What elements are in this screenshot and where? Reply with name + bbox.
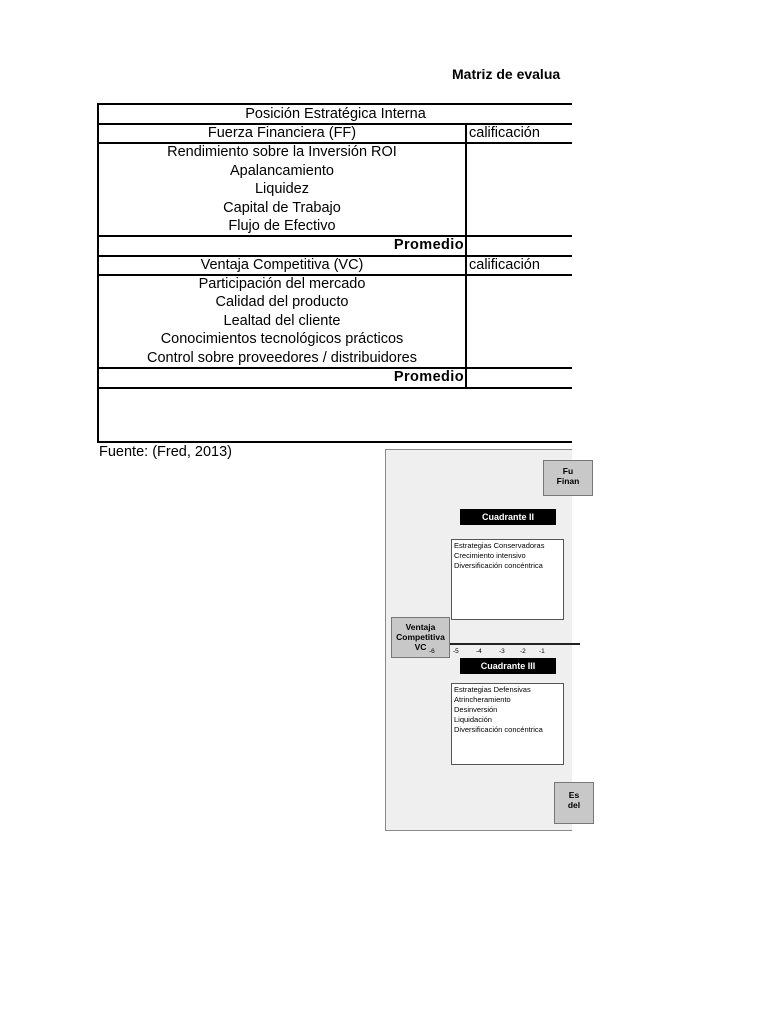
vc-item: Lealtad del cliente xyxy=(223,312,341,329)
axis-tick-label: -3 xyxy=(499,648,505,655)
vc-axis-box-line: VC xyxy=(414,642,427,652)
vc-item: Calidad del producto xyxy=(215,294,349,311)
ff-item: Rendimiento sobre la Inversión ROI xyxy=(167,144,397,160)
ff-promedio-label: Promedio xyxy=(393,237,464,253)
vc-item: Control sobre proveedores / distribuidores xyxy=(147,350,417,366)
column-divider xyxy=(465,123,467,389)
quadrant-iii-item: Desinversión xyxy=(454,705,498,714)
vc-section-label: Ventaja Competitiva (VC) xyxy=(200,257,364,273)
space-matrix-figure xyxy=(385,449,581,831)
es-axis-box-line: Es xyxy=(568,790,580,800)
vc-axis-box xyxy=(391,617,450,658)
es-axis-box-line: del xyxy=(567,800,581,810)
vc-calificacion-header: calificación xyxy=(469,257,540,273)
axis-tick-label: -6 xyxy=(429,648,435,655)
quadrant-iii-item: Liquidación xyxy=(454,715,492,724)
axis-tick-label: -4 xyxy=(476,648,482,655)
ff-axis-box-line: Fu xyxy=(562,466,574,476)
vc-promedio-label: Promedio xyxy=(393,369,464,385)
quadrant-ii-box xyxy=(451,539,564,620)
axis-tick-label: -5 xyxy=(453,648,459,655)
horizontal-axis xyxy=(450,643,580,645)
quadrant-iii-item: Diversificación concéntrica xyxy=(454,725,543,734)
ff-item: Capital de Trabajo xyxy=(223,199,341,216)
quadrant-ii-item: Estrategias Conservadoras xyxy=(454,541,545,550)
quadrant-iii-item: Atrincheramiento xyxy=(454,695,511,704)
ff-axis-box-line: Finan xyxy=(556,476,580,486)
vc-axis-box-line: Competitiva xyxy=(396,632,445,642)
quadrant-iii-item: Estrategias Defensivas xyxy=(454,685,531,694)
quadrant-ii-item: Diversificación concéntrica xyxy=(454,561,543,570)
axis-tick-label: -2 xyxy=(520,648,526,655)
quadrant-ii-label: Cuadrante II xyxy=(460,509,556,525)
quadrant-ii-item: Crecimiento intensivo xyxy=(454,551,526,560)
ff-axis-box xyxy=(543,460,593,496)
ff-item: Flujo de Efectivo xyxy=(228,218,336,235)
table-header: Posición Estratégica Interna xyxy=(245,106,426,122)
table-divider xyxy=(99,387,572,389)
quadrant-iii-box xyxy=(451,683,564,765)
axis-tick-label: -1 xyxy=(539,648,545,655)
source-note: Fuente: (Fred, 2013) xyxy=(99,444,232,460)
vc-item: Conocimientos tecnológicos prácticos xyxy=(160,331,404,348)
quadrant-iii-label: Cuadrante III xyxy=(460,658,556,674)
strategic-position-table xyxy=(97,103,572,443)
ff-item: Apalancamiento xyxy=(230,162,334,179)
ff-section-label: Fuerza Financiera (FF) xyxy=(207,125,357,141)
vc-item: Participación del mercado xyxy=(198,275,366,292)
document-title: Matriz de evalua xyxy=(452,66,561,82)
ff-calificacion-header: calificación xyxy=(469,125,540,141)
ff-item: Liquidez xyxy=(254,181,309,198)
vc-axis-box-line: Ventaja xyxy=(405,622,436,632)
es-axis-box xyxy=(554,782,594,824)
